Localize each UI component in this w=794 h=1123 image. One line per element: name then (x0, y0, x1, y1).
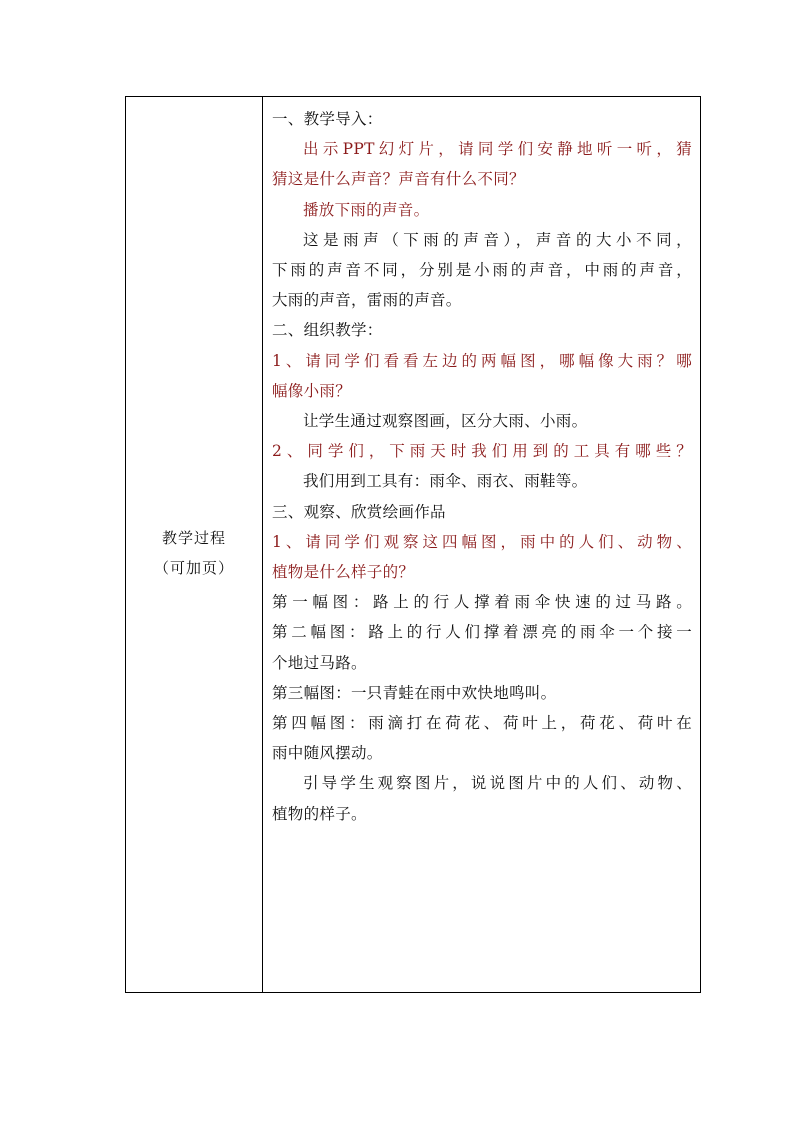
content-line: 个地过马路。 (272, 653, 367, 672)
content-line: 我们用到工具有：雨伞、雨衣、雨鞋等。 (303, 472, 588, 491)
content-line: 三、观察、欣赏绘画作品 (272, 502, 446, 521)
content-line: 植物的样子。 (272, 804, 367, 823)
content-line: 猜这是什么声音？声音有什么不同？ (272, 170, 525, 189)
label-title: 教学过程 (161, 528, 226, 547)
content-line: 这是雨声（下雨的声音），声音的大小不同， (303, 230, 692, 249)
content-line: 一、教学导入： (272, 110, 383, 128)
content-line: 让学生通过观察图画，区分大雨、小雨。 (303, 412, 588, 431)
content-line: 1、请同学们看看左边的两幅图，哪幅像大雨？哪 (272, 351, 692, 370)
content-line: 第一幅图：路上的行人撑着雨伞快速的过马路。 (272, 593, 692, 612)
content-line: 幅像小雨？ (272, 381, 352, 400)
content-cell (263, 97, 700, 992)
content-line: 播放下雨的声音。 (303, 200, 430, 219)
content-line: 植物是什么样子的？ (272, 563, 415, 582)
content-line: 雨中随风摆动。 (272, 744, 383, 763)
lesson-table (125, 96, 701, 993)
content-line: 1、请同学们观察这四幅图，雨中的人们、动物、 (272, 532, 692, 551)
content-line: 第四幅图：雨滴打在荷花、荷叶上，荷花、荷叶在 (272, 714, 692, 733)
content-line: 二、组织教学： (272, 321, 383, 340)
label-cell (126, 97, 263, 992)
content-line: 引导学生观察图片，说说图片中的人们、动物、 (303, 774, 692, 793)
content-line: 第二幅图：路上的行人们撑着漂亮的雨伞一个接一 (272, 623, 692, 642)
content-line: 下雨的声音不同，分别是小雨的声音，中雨的声音， (272, 261, 692, 280)
content-line: 2、同学们，下雨天时我们用到的工具有哪些？ (272, 442, 692, 461)
content-line: 第三幅图：一只青蛙在雨中欢快地鸣叫。 (272, 683, 557, 702)
content-line: 大雨的声音，雷雨的声音。 (272, 291, 462, 310)
content-line: 出示PPT幻灯片，请同学们安静地听一听，猜 (303, 140, 692, 159)
label-subtitle: （可加页） (153, 558, 234, 577)
